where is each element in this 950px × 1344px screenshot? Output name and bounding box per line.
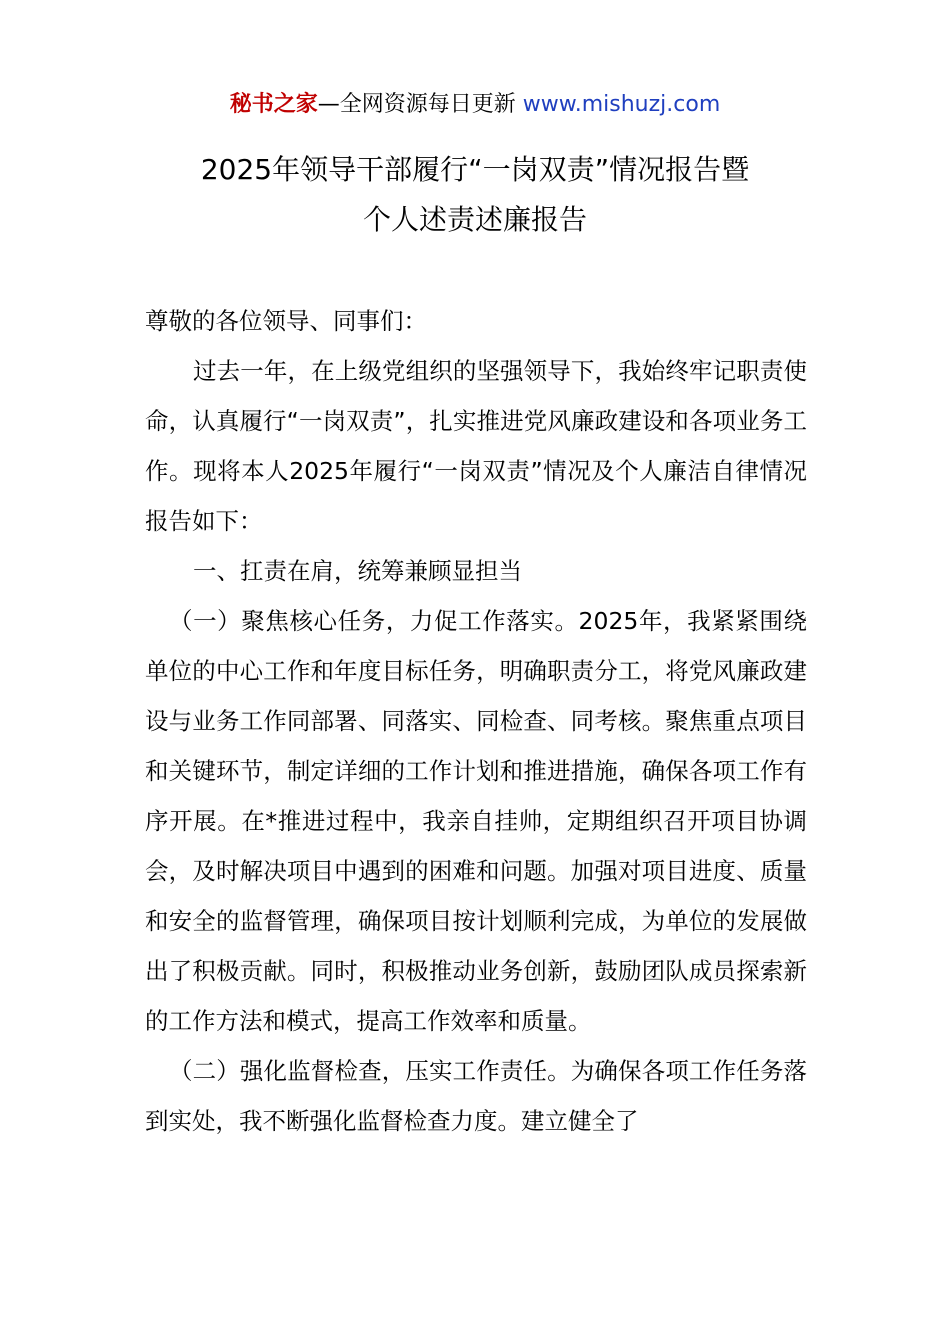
title-line-2: 个人述责述廉报告: [362, 203, 587, 236]
document-title: [100, 145, 850, 245]
site-name: 秘书之家: [229, 92, 318, 117]
document-body: [145, 296, 807, 1146]
site-tagline: —全网资源每日更新: [317, 92, 523, 117]
paragraph-intro: 过去一年，在上级党组织的坚强领导下，我始终牢记职责使命，认真履行“一岗双责”，扎实推进党风廉政建设和各项业务工作。现将本人2025年履行“一岗双责”情况及个人廉洁自律情况报告如下：: [145, 357, 807, 535]
paragraph-section-1-2: （二）强化监督检查，压实工作责任。为确保各项工作任务落到实处，我不断强化监督检查力度。建立健全了: [145, 1057, 807, 1135]
site-url-link[interactable]: www.mishuzj.com: [522, 92, 721, 117]
site-header: [0, 88, 950, 122]
paragraph-section-1-1: （一）聚焦核心任务，力促工作落实。2025年，我紧紧围绕单位的中心工作和年度目标任务，明确职责分工，将党风廉政建设与业务工作同部署、同落实、同检查、同考核。聚焦重点项目和关键环节，制定详细的工作计划和推进措施，确保各项工作有序开展。在*推进过程中，我亲自挂帅，定期组织召开项目协调会，及时解决项目中遇到的困难和问题。加强对项目进度、质量和安全的监督管理，确保项目按计划顺利完成，为单位的发展做出了积极贡献。同时，积极推动业务创新，鼓励团队成员探索新的工作方法和模式，提高工作效率和质量。: [145, 607, 807, 1035]
salutation: 尊敬的各位领导、同事们：: [145, 307, 427, 335]
title-line-1: 2025年领导干部履行“一岗双责”情况报告暨: [200, 153, 750, 186]
section-heading-1: 一、扛责在肩，统筹兼顾显担当: [193, 557, 522, 585]
